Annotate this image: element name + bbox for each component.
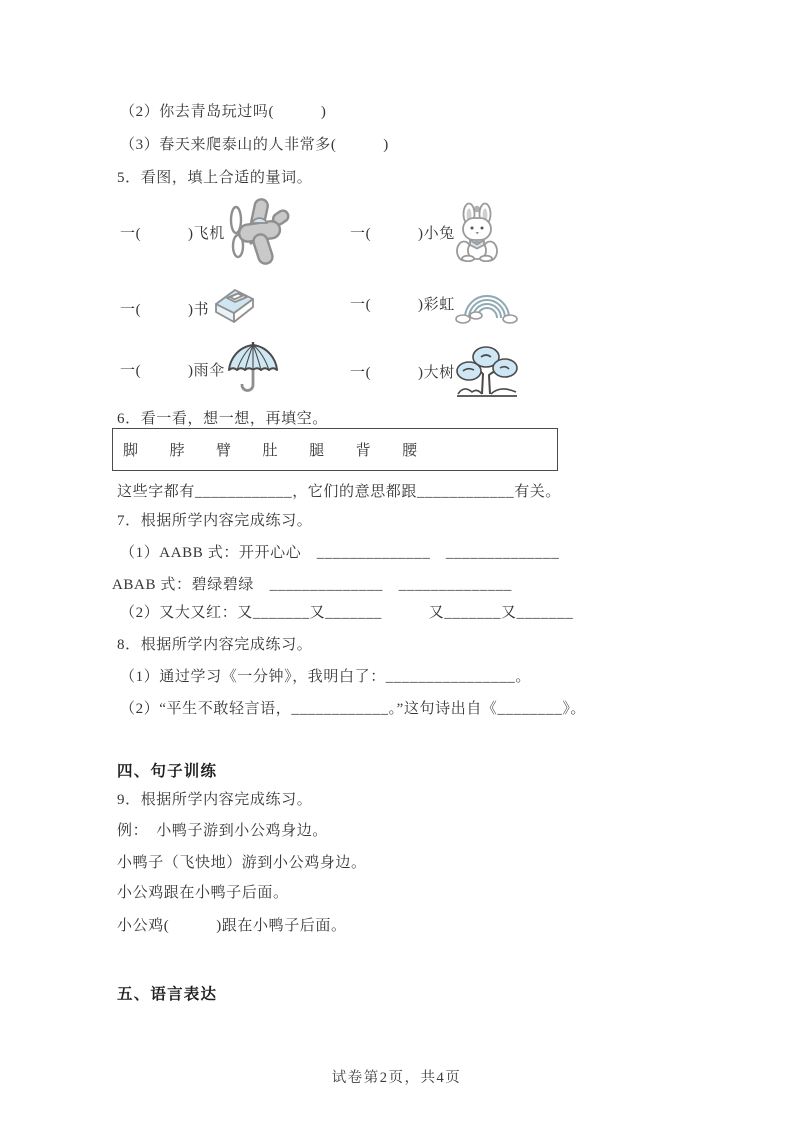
q5-label-tree: 一( )大树 — [350, 364, 455, 381]
q5-label-airplane: 一( )飞机 — [120, 225, 225, 242]
question9-title: 9．根据所学内容完成练习。 — [117, 792, 313, 808]
question7-title: 7．根据所学内容完成练习。 — [117, 513, 313, 529]
q5-label-umbrella: 一( )雨伞 — [120, 362, 225, 379]
box-char: 臂 — [216, 443, 232, 459]
box-char: 肚 — [262, 443, 279, 459]
rabbit-icon — [455, 202, 499, 262]
question6-character-box — [112, 428, 558, 471]
q5-label-book: 一( )书 — [120, 301, 210, 318]
q5-item-book — [120, 283, 259, 333]
page-footer: 试卷第2页，共4页 — [331, 1070, 462, 1086]
question7-line2: ABAB 式：碧绿碧绿 ______________ ______________ — [112, 577, 513, 593]
box-char: 脚 — [123, 443, 139, 459]
question8-line1: （1）通过学习《一分钟》，我明白了：________________。 — [120, 669, 532, 685]
q5-item-rabbit — [350, 200, 499, 264]
section5-heading: 五、语言表达 — [117, 986, 218, 1003]
q5-item-airplane — [120, 196, 291, 268]
question9-line2: 小鸭子（飞快地）游到小公鸡身边。 — [117, 855, 367, 871]
q5-label-rabbit: 一( )小兔 — [350, 225, 455, 242]
box-char: 腿 — [309, 443, 325, 459]
question9-line3: 小公鸡跟在小鸭子后面。 — [117, 885, 289, 901]
question4-item-3: （3）春天来爬泰山的人非常多( ) — [120, 137, 389, 153]
question7-line1: （1）AABB 式：开开心心 ______________ ______________ — [120, 545, 560, 561]
question4-item-2: （2）你去青岛玩过吗( ) — [120, 104, 327, 120]
box-char: 腰 — [402, 443, 418, 459]
q5-label-rainbow: 一( )彩虹 — [350, 296, 455, 313]
rainbow-icon — [455, 282, 519, 324]
question6-fill-line: 这些字都有____________，它们的意思都跟____________有关。 — [117, 484, 562, 500]
airplane-icon — [225, 196, 291, 268]
question9-example-line: 例： 小鸭子游到小公鸡身边。 — [117, 823, 328, 839]
question8-line2: （2）“平生不敢轻言语，____________。”这句诗出自《________》。 — [120, 701, 587, 717]
q5-item-umbrella — [120, 340, 281, 398]
q5-item-tree — [350, 342, 519, 400]
question5-title: 5．看图，填上合适的量词。 — [117, 170, 313, 186]
section4-heading: 四、句子训练 — [117, 763, 218, 780]
question8-title: 8．根据所学内容完成练习。 — [117, 637, 313, 653]
q5-item-rainbow — [350, 281, 519, 325]
book-icon — [209, 284, 259, 332]
question6-title: 6．看一看，想一想，再填空。 — [117, 411, 328, 427]
question7-line3: （2）又大又红：又_______又_______ 又_______又_______ — [120, 605, 574, 621]
box-char: 脖 — [169, 443, 186, 459]
umbrella-icon — [225, 340, 281, 398]
box-char: 背 — [355, 443, 372, 459]
tree-icon — [455, 342, 519, 400]
question9-line4: 小公鸡( )跟在小鸭子后面。 — [117, 918, 347, 934]
